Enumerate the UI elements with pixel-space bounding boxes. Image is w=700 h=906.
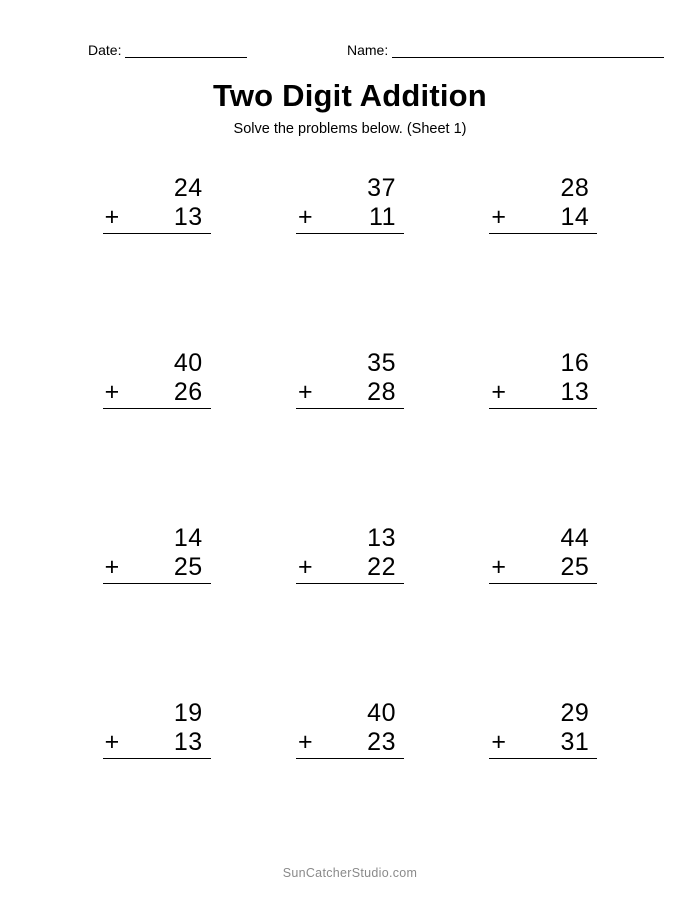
addition-problem bbox=[489, 524, 597, 624]
addend-top: 28 bbox=[560, 174, 590, 202]
answer-space[interactable] bbox=[489, 409, 597, 449]
plus-icon: + bbox=[104, 378, 120, 406]
addend-top: 13 bbox=[367, 524, 396, 552]
addend-top: 35 bbox=[367, 349, 396, 377]
answer-space[interactable] bbox=[296, 409, 404, 449]
answer-space[interactable] bbox=[103, 409, 211, 449]
addition-problem bbox=[103, 699, 211, 799]
addend-bottom-row bbox=[489, 553, 597, 584]
problem-cell bbox=[60, 166, 253, 341]
date-label: Date: bbox=[88, 42, 122, 58]
addition-problem bbox=[296, 524, 404, 624]
problem-cell bbox=[60, 691, 253, 866]
answer-space[interactable] bbox=[296, 234, 404, 274]
problem-cell bbox=[253, 341, 446, 516]
plus-icon: + bbox=[297, 203, 314, 231]
addend-top: 44 bbox=[560, 524, 590, 552]
header-fields bbox=[0, 42, 700, 66]
problem-cell bbox=[60, 516, 253, 691]
addend-bottom-row bbox=[103, 378, 211, 409]
plus-icon: + bbox=[491, 728, 507, 756]
plus-icon: + bbox=[104, 203, 120, 231]
problem-cell bbox=[253, 166, 446, 341]
answer-space[interactable] bbox=[489, 234, 597, 274]
date-write-line[interactable] bbox=[125, 44, 247, 58]
addend-bottom-row bbox=[489, 203, 597, 234]
addition-problem bbox=[489, 174, 597, 274]
addition-problem bbox=[489, 349, 597, 449]
addend-bottom: 14 bbox=[560, 203, 590, 231]
answer-space[interactable] bbox=[296, 759, 404, 799]
plus-icon: + bbox=[491, 203, 507, 231]
addition-problem bbox=[103, 349, 211, 449]
addend-top: 40 bbox=[367, 699, 396, 727]
addend-bottom-row bbox=[296, 553, 404, 584]
addend-bottom-row bbox=[296, 203, 404, 234]
addend-bottom-row bbox=[489, 728, 597, 759]
addend-top: 40 bbox=[173, 349, 203, 377]
addend-bottom-row bbox=[296, 728, 404, 759]
addend-bottom: 26 bbox=[173, 378, 203, 406]
addition-problem bbox=[296, 699, 404, 799]
plus-icon: + bbox=[104, 553, 120, 581]
addition-problem bbox=[296, 349, 404, 449]
problem-cell bbox=[447, 341, 640, 516]
addition-problem bbox=[103, 524, 211, 624]
name-write-line[interactable] bbox=[392, 44, 664, 58]
addend-bottom-row bbox=[489, 378, 597, 409]
addition-problem bbox=[103, 174, 211, 274]
addition-problem bbox=[489, 699, 597, 799]
problem-cell bbox=[447, 516, 640, 691]
plus-icon: + bbox=[491, 553, 507, 581]
problems-grid bbox=[60, 166, 640, 866]
answer-space[interactable] bbox=[103, 234, 211, 274]
answer-space[interactable] bbox=[489, 584, 597, 624]
answer-space[interactable] bbox=[296, 584, 404, 624]
addend-bottom-row bbox=[103, 553, 211, 584]
plus-icon: + bbox=[297, 553, 314, 581]
plus-icon: + bbox=[491, 378, 507, 406]
addend-top: 16 bbox=[560, 349, 590, 377]
answer-space[interactable] bbox=[103, 584, 211, 624]
addend-bottom: 13 bbox=[173, 203, 203, 231]
addend-top: 19 bbox=[173, 699, 203, 727]
addend-bottom: 13 bbox=[173, 728, 203, 756]
addend-bottom: 25 bbox=[560, 553, 590, 581]
addend-top: 29 bbox=[560, 699, 590, 727]
addition-problem bbox=[296, 174, 404, 274]
page-title: Two Digit Addition bbox=[213, 78, 487, 113]
addend-bottom: 31 bbox=[560, 728, 590, 756]
addend-bottom: 11 bbox=[369, 203, 396, 231]
addend-bottom: 25 bbox=[173, 553, 203, 581]
plus-icon: + bbox=[297, 728, 314, 756]
addend-bottom: 23 bbox=[367, 728, 396, 756]
date-field[interactable] bbox=[88, 42, 247, 58]
addend-top: 37 bbox=[367, 174, 396, 202]
addend-bottom-row bbox=[103, 728, 211, 759]
addend-bottom-row bbox=[296, 378, 404, 409]
plus-icon: + bbox=[297, 378, 314, 406]
problem-cell bbox=[447, 691, 640, 866]
answer-space[interactable] bbox=[489, 759, 597, 799]
problem-cell bbox=[253, 691, 446, 866]
name-label: Name: bbox=[347, 42, 389, 58]
addend-bottom: 28 bbox=[367, 378, 396, 406]
problem-cell bbox=[253, 516, 446, 691]
footer-credit: SunCatcherStudio.com bbox=[282, 866, 418, 880]
addend-top: 24 bbox=[173, 174, 203, 202]
name-field[interactable] bbox=[347, 42, 664, 58]
page-subtitle: Solve the problems below. (Sheet 1) bbox=[233, 121, 467, 137]
answer-space[interactable] bbox=[103, 759, 211, 799]
addend-bottom: 22 bbox=[367, 553, 396, 581]
plus-icon: + bbox=[104, 728, 120, 756]
problem-cell bbox=[447, 166, 640, 341]
addend-bottom: 13 bbox=[560, 378, 590, 406]
addend-bottom-row bbox=[103, 203, 211, 234]
problem-cell bbox=[60, 341, 253, 516]
addend-top: 14 bbox=[173, 524, 203, 552]
